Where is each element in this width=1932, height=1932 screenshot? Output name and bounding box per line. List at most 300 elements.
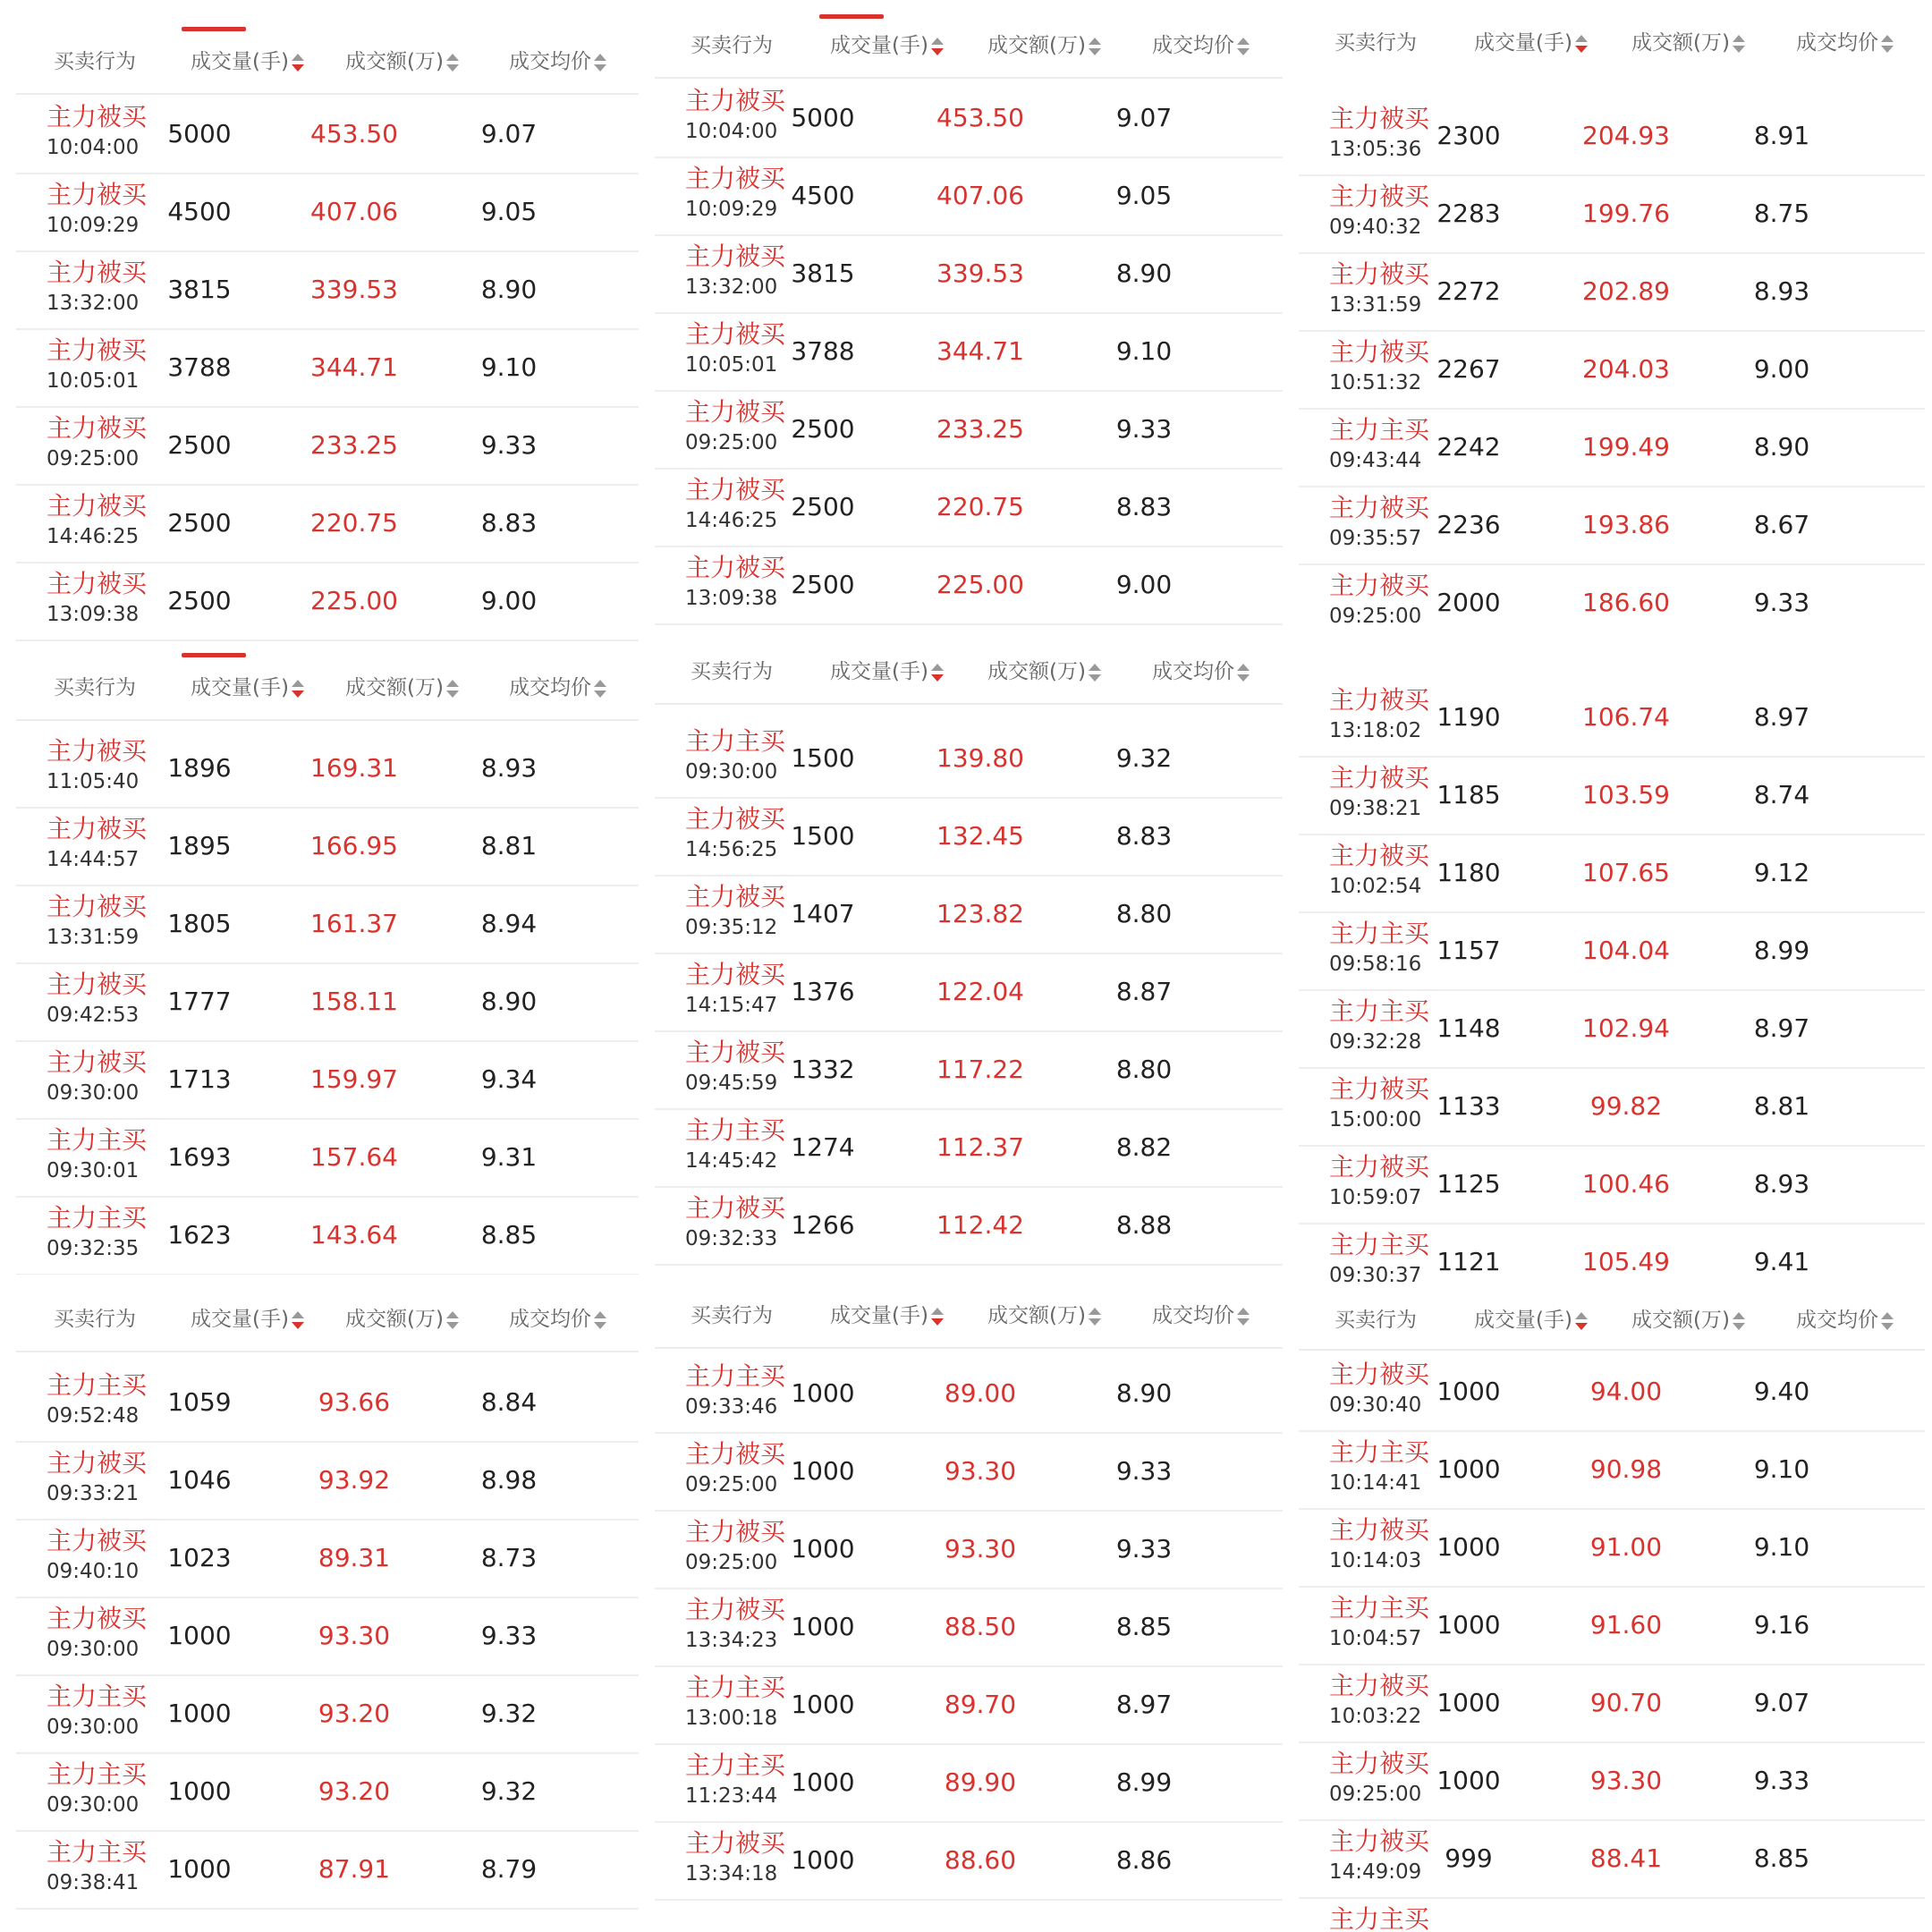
table-row[interactable] <box>16 95 639 174</box>
header-amount-label: 成交额(万) <box>987 660 1086 683</box>
sort-icon <box>446 53 459 72</box>
trade-volume: 1000 <box>1436 1377 1501 1406</box>
table-row[interactable] <box>16 1040 639 1120</box>
trade-action: 主力被买 <box>685 1828 786 1858</box>
table-row[interactable] <box>1299 97 1925 176</box>
table-row[interactable] <box>16 807 639 886</box>
trade-action: 主力被买 <box>1329 841 1430 870</box>
trade-action: 主力被买 <box>1329 1360 1430 1389</box>
trade-volume: 1000 <box>791 1845 855 1875</box>
trade-volume: 1000 <box>791 1612 855 1641</box>
trade-avg-price: 9.33 <box>480 430 538 460</box>
trade-amount: 204.93 <box>1582 121 1670 150</box>
trade-amount: 220.75 <box>936 492 1024 521</box>
table-row[interactable] <box>655 312 1283 392</box>
table-row[interactable] <box>1299 408 1925 487</box>
trade-time: 09:40:32 <box>1329 216 1422 239</box>
header-volume[interactable] <box>191 1288 304 1351</box>
trade-amount: 102.94 <box>1582 1013 1670 1043</box>
trade-panel-4 <box>16 644 639 1275</box>
trade-avg-price: 9.10 <box>480 352 538 382</box>
trade-volume: 2000 <box>1436 588 1501 617</box>
header-amount-label: 成交额(万) <box>345 50 444 73</box>
trade-avg-price: 9.32 <box>480 1776 538 1806</box>
table-row[interactable] <box>16 250 639 330</box>
trade-avg-price: 8.83 <box>480 508 538 538</box>
trade-avg-price: 8.97 <box>1115 1690 1173 1719</box>
trade-action: 主力被买 <box>47 413 148 443</box>
header-avg[interactable] <box>509 1288 606 1351</box>
trade-action: 主力被买 <box>47 736 148 766</box>
header-action: 买卖行为 <box>1335 31 1417 55</box>
trade-action: 主力主买 <box>685 726 786 756</box>
table-row[interactable] <box>16 729 639 809</box>
table-row[interactable] <box>655 1030 1283 1110</box>
trade-action: 主力主买 <box>1329 1230 1430 1259</box>
trade-time: 13:31:59 <box>1329 293 1422 317</box>
trade-volume: 2236 <box>1436 510 1501 539</box>
table-row[interactable] <box>1299 1352 1925 1432</box>
trade-time: 09:25:00 <box>685 1551 778 1574</box>
trade-time: 09:33:21 <box>47 1482 140 1505</box>
trade-amount: 344.71 <box>310 352 398 382</box>
trade-amount: 89.00 <box>944 1378 1017 1408</box>
trade-action: 主力被买 <box>47 102 148 131</box>
trade-volume: 1133 <box>1436 1091 1501 1121</box>
trade-time: 09:30:37 <box>1329 1264 1422 1287</box>
table-row[interactable] <box>16 1118 639 1198</box>
trade-avg-price: 9.33 <box>1115 1456 1173 1486</box>
table-row[interactable] <box>1299 834 1925 913</box>
trade-time: 09:30:00 <box>47 1793 140 1817</box>
trade-action: 主力被买 <box>1329 104 1430 133</box>
table-row[interactable] <box>655 1108 1283 1188</box>
table-row[interactable] <box>1299 486 1925 565</box>
trade-panel-3 <box>1299 0 1925 637</box>
trade-amount: 339.53 <box>936 258 1024 288</box>
trade-amount: 225.00 <box>936 570 1024 599</box>
trade-avg-price: 9.34 <box>480 1064 538 1094</box>
header-avg-label: 成交均价 <box>509 1308 591 1331</box>
trade-time: 13:34:23 <box>685 1629 778 1652</box>
table-row[interactable] <box>655 546 1283 625</box>
trade-time: 09:25:00 <box>685 1473 778 1496</box>
table-row[interactable] <box>16 1363 639 1443</box>
trade-action: 主力被买 <box>685 397 786 427</box>
trade-action: 主力被买 <box>1329 1152 1430 1182</box>
header-amount[interactable] <box>1631 1292 1745 1349</box>
trade-avg-price: 9.10 <box>1115 336 1173 366</box>
trade-volume: 3815 <box>167 275 232 304</box>
header-volume[interactable] <box>1474 1292 1588 1349</box>
trade-action: 主力被买 <box>1329 1749 1430 1778</box>
trade-time: 09:30:00 <box>47 1081 140 1105</box>
header-avg[interactable] <box>1796 1292 1894 1349</box>
trade-time: 13:32:00 <box>685 275 778 299</box>
trade-amount: 193.86 <box>1582 510 1670 539</box>
trade-time: 13:00:18 <box>685 1707 778 1730</box>
trade-action: 主力被买 <box>685 86 786 115</box>
header-avg-label: 成交均价 <box>1796 31 1878 55</box>
table-row[interactable] <box>655 1588 1283 1667</box>
trade-avg-price: 9.32 <box>480 1699 538 1728</box>
table-row[interactable] <box>16 173 639 252</box>
table-row[interactable] <box>655 390 1283 470</box>
header-amount-label: 成交额(万) <box>1631 1309 1730 1332</box>
header-action: 买卖行为 <box>54 1308 136 1331</box>
table-row[interactable] <box>1299 330 1925 410</box>
header-avg[interactable] <box>509 657 606 719</box>
sort-icon <box>1733 34 1745 54</box>
header-action: 买卖行为 <box>1335 1309 1417 1332</box>
trade-action: 主力主买 <box>685 1750 786 1780</box>
trade-action: 主力被买 <box>47 569 148 598</box>
trade-avg-price: 9.07 <box>480 119 538 148</box>
table-row[interactable] <box>1299 564 1925 637</box>
trade-amount: 93.30 <box>944 1534 1017 1563</box>
header-avg[interactable] <box>1152 640 1250 703</box>
trade-time: 10:03:22 <box>1329 1705 1422 1728</box>
table-row[interactable] <box>16 1830 639 1910</box>
trade-amount: 89.90 <box>944 1767 1017 1797</box>
trade-volume: 1121 <box>1436 1247 1501 1276</box>
table-row[interactable] <box>655 953 1283 1032</box>
table-row[interactable] <box>655 468 1283 547</box>
sort-icon <box>594 679 606 699</box>
trade-action: 主力被买 <box>685 242 786 271</box>
header-volume-label: 成交量(手) <box>191 1308 289 1331</box>
table-header <box>16 1288 639 1352</box>
trade-volume: 1000 <box>167 1776 232 1806</box>
table-row[interactable] <box>1299 1586 1925 1665</box>
trade-action: 主力主买 <box>1329 415 1430 445</box>
trade-action: 主力主买 <box>1329 1593 1430 1623</box>
trade-avg-price: 9.16 <box>1753 1610 1810 1640</box>
table-row[interactable] <box>1299 1430 1925 1510</box>
table-row[interactable] <box>16 962 639 1042</box>
trade-amount: 132.45 <box>936 821 1024 851</box>
table-row[interactable] <box>16 1519 639 1598</box>
trade-avg-price: 8.97 <box>1753 1013 1810 1043</box>
trade-panel-7 <box>16 1288 639 1932</box>
header-amount[interactable] <box>1631 14 1745 72</box>
header-amount[interactable] <box>345 1288 459 1351</box>
trade-time: 09:30:00 <box>47 1716 140 1739</box>
trade-amount: 169.31 <box>310 753 398 783</box>
trade-amount: 233.25 <box>310 430 398 460</box>
trade-time: 14:46:25 <box>47 525 140 548</box>
trade-avg-price: 8.99 <box>1753 936 1810 965</box>
trade-volume: 1000 <box>1436 1532 1501 1562</box>
table-header <box>655 1284 1283 1349</box>
sort-desc-icon <box>931 1307 944 1326</box>
trade-action: 主力主买 <box>47 1203 148 1233</box>
trade-time: 09:58:16 <box>1329 953 1422 976</box>
trade-action: 主力被买 <box>685 1517 786 1546</box>
trade-avg-price: 8.93 <box>1753 1169 1810 1199</box>
trade-volume: 1500 <box>791 743 855 773</box>
header-action: 买卖行为 <box>691 34 773 57</box>
trade-volume: 1000 <box>791 1378 855 1408</box>
trade-volume: 2500 <box>791 492 855 521</box>
trade-avg-price: 9.10 <box>1753 1532 1810 1562</box>
trade-action: 主力主买 <box>685 1115 786 1145</box>
header-volume[interactable] <box>1474 14 1588 72</box>
trade-avg-price: 8.87 <box>1115 977 1173 1006</box>
trade-amount: 93.20 <box>318 1776 391 1806</box>
trade-action: 主力被买 <box>685 960 786 989</box>
header-volume[interactable] <box>830 14 944 77</box>
trade-volume: 2300 <box>1436 121 1501 150</box>
table-row[interactable] <box>1299 1223 1925 1301</box>
trade-action: 主力主买 <box>1329 1437 1430 1467</box>
table-row[interactable] <box>1299 1819 1925 1899</box>
trade-time: 13:18:02 <box>1329 719 1422 742</box>
trade-avg-price: 9.33 <box>1115 1534 1173 1563</box>
header-volume[interactable] <box>191 657 304 719</box>
table-row[interactable] <box>655 1186 1283 1266</box>
table-row[interactable] <box>655 234 1283 314</box>
table-row[interactable] <box>16 1674 639 1754</box>
trade-time: 09:32:35 <box>47 1237 140 1260</box>
trade-avg-price: 9.00 <box>480 586 538 615</box>
sort-icon <box>1237 663 1250 682</box>
header-action: 买卖行为 <box>54 676 136 699</box>
table-row[interactable] <box>16 328 639 408</box>
trade-avg-price: 9.10 <box>1753 1454 1810 1484</box>
table-row[interactable] <box>16 1441 639 1521</box>
trade-volume: 1000 <box>1436 1766 1501 1795</box>
trade-amount: 93.30 <box>944 1456 1017 1486</box>
trade-volume: 1000 <box>167 1621 232 1650</box>
trade-avg-price: 9.05 <box>1115 181 1173 210</box>
table-header <box>1299 14 1925 72</box>
trade-action: 主力被买 <box>685 882 786 911</box>
table-row[interactable] <box>16 1597 639 1676</box>
trade-amount: 112.37 <box>936 1132 1024 1162</box>
sort-desc-icon <box>1575 34 1588 54</box>
trade-action: 主力被买 <box>47 1526 148 1555</box>
header-amount[interactable] <box>987 640 1101 703</box>
trade-time: 14:46:25 <box>685 509 778 532</box>
trade-time: 10:09:29 <box>47 214 140 237</box>
trade-avg-price: 8.90 <box>1753 432 1810 462</box>
table-header <box>16 657 639 721</box>
table-row[interactable] <box>1299 1897 1925 1932</box>
trade-action: 主力被买 <box>47 180 148 209</box>
table-row[interactable] <box>655 719 1283 799</box>
header-volume-label: 成交量(手) <box>1474 31 1572 55</box>
table-row[interactable] <box>1299 1664 1925 1743</box>
header-volume-label: 成交量(手) <box>191 50 289 73</box>
trade-volume: 1693 <box>167 1142 232 1172</box>
table-row[interactable] <box>655 1354 1283 1434</box>
trade-avg-price: 8.83 <box>1115 492 1173 521</box>
trade-amount: 157.64 <box>310 1142 398 1172</box>
trade-time: 10:05:01 <box>685 353 778 377</box>
trade-amount: 233.25 <box>936 414 1024 444</box>
trade-amount: 122.04 <box>936 977 1024 1006</box>
trade-time: 10:02:54 <box>1329 875 1422 898</box>
trade-avg-price: 8.98 <box>480 1465 538 1495</box>
trade-amount: 100.46 <box>1582 1169 1670 1199</box>
trade-volume: 2283 <box>1436 199 1501 228</box>
table-row[interactable] <box>1299 989 1925 1069</box>
table-header <box>16 30 639 95</box>
header-avg[interactable] <box>509 30 606 93</box>
table-row[interactable] <box>1299 756 1925 835</box>
trade-time: 10:59:07 <box>1329 1186 1422 1209</box>
table-row[interactable] <box>655 157 1283 236</box>
trade-avg-price: 9.05 <box>480 197 538 226</box>
table-row[interactable] <box>1299 252 1925 332</box>
trade-avg-price: 9.33 <box>1115 414 1173 444</box>
trade-time: 13:32:00 <box>47 292 140 315</box>
trade-avg-price: 9.12 <box>1753 858 1810 887</box>
trade-time: 15:00:00 <box>1329 1108 1422 1131</box>
trade-volume: 2500 <box>791 414 855 444</box>
table-row[interactable] <box>655 79 1283 158</box>
trade-amount <box>1559 1897 1693 1932</box>
trade-amount: 91.00 <box>1589 1532 1663 1562</box>
trade-avg-price: 8.84 <box>480 1387 538 1417</box>
trade-action: 主力被买 <box>1329 685 1430 715</box>
trade-volume: 2500 <box>791 570 855 599</box>
trade-volume: 1023 <box>167 1543 232 1572</box>
trade-avg-price: 8.81 <box>480 831 538 860</box>
table-row[interactable] <box>1299 1145 1925 1224</box>
trade-avg-price: 8.90 <box>1115 1378 1173 1408</box>
trade-volume: 1059 <box>167 1387 232 1417</box>
trade-time: 10:51:32 <box>1329 371 1422 394</box>
trade-time: 09:40:10 <box>47 1560 140 1583</box>
trade-action: 主力被买 <box>1329 337 1430 367</box>
trade-amount: 123.82 <box>936 899 1024 928</box>
trade-time: 13:34:18 <box>685 1862 778 1885</box>
trade-amount: 87.91 <box>318 1854 391 1884</box>
trade-time: 14:45:42 <box>685 1149 778 1173</box>
trade-time: 09:32:33 <box>685 1227 778 1250</box>
sort-icon <box>1881 1311 1894 1331</box>
trade-volume: 1500 <box>791 821 855 851</box>
trade-avg-price: 8.91 <box>1753 121 1810 150</box>
trade-avg-price: 8.74 <box>1753 780 1810 809</box>
trade-action: 主力被买 <box>1329 182 1430 211</box>
table-row[interactable] <box>1299 1067 1925 1147</box>
trade-action: 主力被买 <box>685 319 786 349</box>
trade-avg-price: 8.67 <box>1753 510 1810 539</box>
trade-amount: 199.76 <box>1582 199 1670 228</box>
table-row[interactable] <box>1299 678 1925 758</box>
header-volume[interactable] <box>830 640 944 703</box>
header-amount[interactable] <box>987 1284 1101 1347</box>
trade-action: 主力被买 <box>685 164 786 193</box>
trade-volume: 4500 <box>167 197 232 226</box>
sort-desc-icon <box>292 679 304 699</box>
table-row[interactable] <box>655 1743 1283 1823</box>
trade-time: 09:35:57 <box>1329 527 1422 550</box>
trade-time: 13:09:38 <box>685 587 778 610</box>
trade-time: 10:04:00 <box>685 120 778 143</box>
trade-volume: 1274 <box>791 1132 855 1162</box>
table-row[interactable] <box>1299 1741 1925 1821</box>
trade-amount: 453.50 <box>310 119 398 148</box>
trade-time: 09:35:12 <box>685 916 778 939</box>
trade-time: 13:05:36 <box>1329 138 1422 161</box>
header-volume[interactable] <box>830 1284 944 1347</box>
header-amount-label: 成交额(万) <box>987 34 1086 57</box>
table-row[interactable] <box>16 484 639 564</box>
trade-time: 09:33:46 <box>685 1395 778 1419</box>
trade-volume: 3788 <box>167 352 232 382</box>
trade-volume: 1125 <box>1436 1169 1501 1199</box>
table-row[interactable] <box>16 885 639 964</box>
header-volume[interactable] <box>191 30 304 93</box>
sort-desc-icon <box>931 663 944 682</box>
table-row[interactable] <box>655 1821 1283 1901</box>
trade-avg-price: 8.79 <box>480 1854 538 1884</box>
table-row[interactable] <box>655 1432 1283 1512</box>
table-row[interactable] <box>655 875 1283 954</box>
trade-amount: 139.80 <box>936 743 1024 773</box>
trade-amount: 112.42 <box>936 1210 1024 1240</box>
trade-time: 14:44:57 <box>47 848 140 871</box>
header-avg[interactable] <box>1152 1284 1250 1347</box>
trade-avg-price: 8.81 <box>1753 1091 1810 1121</box>
header-avg[interactable] <box>1796 14 1894 72</box>
table-row[interactable] <box>1299 174 1925 254</box>
trade-volume: 1157 <box>1436 936 1501 965</box>
sort-desc-icon <box>931 37 944 56</box>
table-row[interactable] <box>16 406 639 486</box>
header-amount[interactable] <box>345 30 459 93</box>
table-row[interactable] <box>1299 911 1925 991</box>
trade-action: 主力主买 <box>1329 919 1430 948</box>
trade-action: 主力被买 <box>685 553 786 582</box>
trade-action: 主力主买 <box>1329 996 1430 1026</box>
header-avg[interactable] <box>1152 14 1250 77</box>
header-amount[interactable] <box>345 657 459 719</box>
trade-volume: 1713 <box>167 1064 232 1094</box>
trade-volume: 2500 <box>167 430 232 460</box>
header-action: 买卖行为 <box>54 50 136 73</box>
trade-action: 主力被买 <box>47 970 148 999</box>
table-row[interactable] <box>655 1510 1283 1589</box>
header-avg-label: 成交均价 <box>509 50 591 73</box>
sort-icon <box>594 53 606 72</box>
table-row[interactable] <box>16 562 639 641</box>
table-row[interactable] <box>16 1196 639 1275</box>
trade-amount: 107.65 <box>1582 858 1670 887</box>
trade-action: 主力被买 <box>1329 493 1430 522</box>
table-row[interactable] <box>1299 1508 1925 1588</box>
trade-amount: 105.49 <box>1582 1247 1670 1276</box>
table-row[interactable] <box>655 797 1283 877</box>
trade-avg-price: 8.90 <box>1115 258 1173 288</box>
trade-avg-price: 8.97 <box>1753 702 1810 732</box>
trade-action: 主力主买 <box>1329 1904 1430 1932</box>
trade-amount: 94.00 <box>1589 1377 1663 1406</box>
header-amount[interactable] <box>987 14 1101 77</box>
trade-volume: 2272 <box>1436 276 1501 306</box>
trade-avg-price: 8.80 <box>1115 899 1173 928</box>
trade-amount: 104.04 <box>1582 936 1670 965</box>
trade-avg-price: 8.90 <box>480 987 538 1016</box>
table-row[interactable] <box>655 1665 1283 1745</box>
trade-panel-8 <box>655 1284 1283 1932</box>
table-row[interactable] <box>16 1752 639 1832</box>
trade-action: 主力被买 <box>1329 1826 1430 1856</box>
